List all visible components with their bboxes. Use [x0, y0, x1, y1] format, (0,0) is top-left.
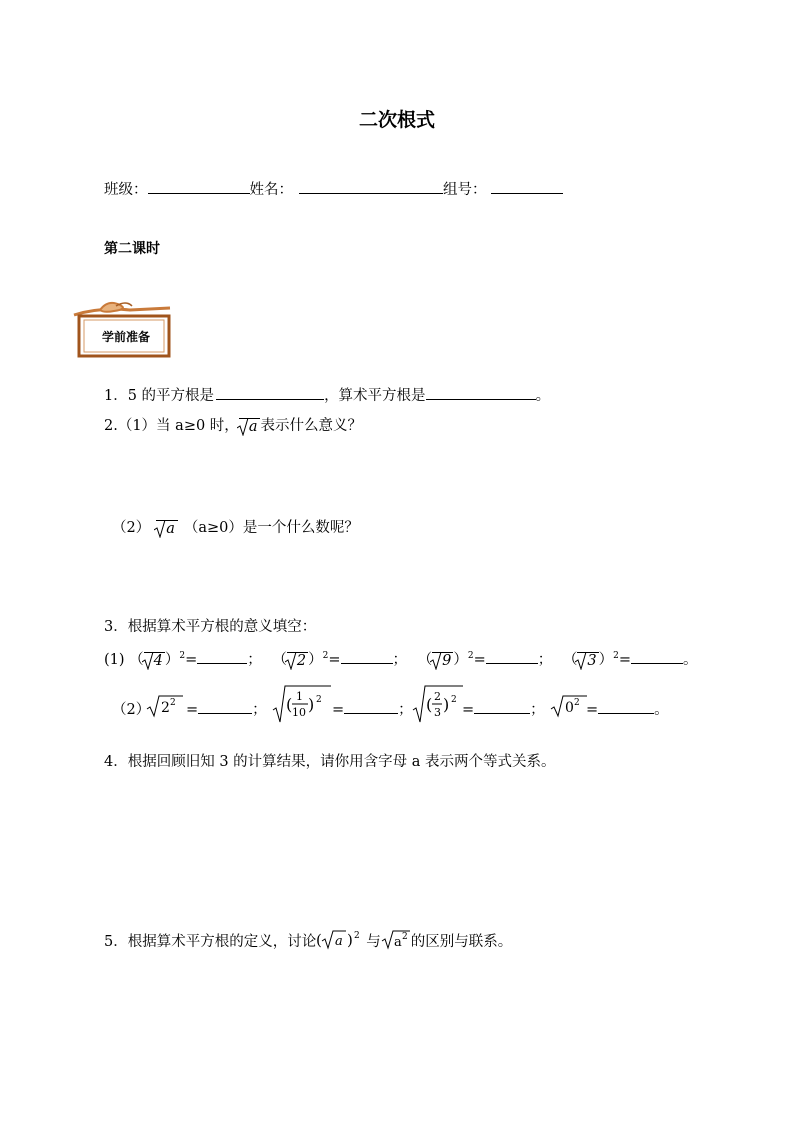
q1-end: 。 [535, 388, 551, 404]
svg-text:2: 2 [316, 695, 322, 705]
question-5 [104, 929, 512, 953]
q3-blank-8[interactable] [598, 699, 654, 714]
sqrt-0-squared-icon [550, 692, 588, 718]
question-2-part-2 [112, 516, 359, 537]
sqrt-two-thirds-squared-icon [412, 684, 464, 724]
q3-blank-6[interactable] [344, 699, 398, 714]
page-title: 二次根式 [358, 109, 435, 131]
question-3-intro: 3．根据算术平方根的意义填空： [104, 619, 317, 635]
name-blank[interactable] [299, 179, 443, 194]
sqrt-a-expression [239, 418, 261, 435]
svg-text:2: 2 [434, 690, 441, 703]
question-4: 4．根据回顾旧知 3 的计算结果，请你用含字母 a 表示两个等式关系。 [104, 754, 556, 770]
q3-row1-label: (1) [104, 652, 125, 668]
q3-blank-5[interactable] [198, 699, 252, 714]
svg-text:): ) [443, 695, 450, 714]
q1-text: 1．5 的平方根是 [104, 388, 215, 404]
separator: ； [252, 702, 267, 718]
group-blank[interactable] [491, 179, 563, 194]
q3-item-2: （ 2 ）$^2$= [272, 652, 392, 668]
q2-p1-post: 表示什么意义？ [260, 418, 362, 434]
student-info-line [104, 178, 563, 199]
q1-mid: ，算术平方根是 [324, 388, 426, 404]
section-badge [70, 298, 174, 362]
svg-text:): ) [308, 695, 315, 714]
svg-text:): ) [347, 931, 354, 949]
question-2-part-1 [104, 414, 362, 435]
svg-text:(: ( [286, 695, 293, 714]
q3-item-3: （ 9 ）$^2$= [418, 652, 538, 668]
q3-item-1: （ 4 ）$^2$= [129, 652, 247, 668]
q3-blank-7[interactable] [474, 699, 530, 714]
period: 。 [654, 702, 669, 718]
sqrt-sign-icon [285, 652, 297, 670]
svg-text:a: a [335, 934, 343, 949]
sqrt-a-squared-paren-icon [316, 929, 366, 951]
period: 。 [682, 652, 698, 668]
q1-blank-2[interactable] [426, 385, 536, 400]
q3-blank-2[interactable] [341, 649, 393, 664]
q2-p2-post: （a≥0）是一个什么数呢？ [183, 520, 359, 536]
separator: ； [530, 702, 545, 718]
separator: ； [392, 652, 408, 668]
sqrt-sign-icon [142, 652, 154, 670]
separator: ； [537, 652, 553, 668]
separator: ； [247, 652, 262, 668]
badge-label: 学前准备 [101, 330, 150, 344]
sqrt-of-a-squared-icon [381, 929, 411, 951]
group-label: 组号： [443, 182, 487, 198]
sqrt-radicand: a [248, 418, 258, 435]
sqrt-2-squared-icon [146, 692, 184, 718]
svg-text:2: 2 [401, 932, 408, 942]
q3-item-4: （ 3 ）$^2$= [563, 652, 683, 668]
name-label: 姓名： [249, 182, 293, 198]
sqrt-sign-icon [430, 652, 442, 670]
svg-text:(: ( [426, 695, 433, 714]
question-1 [104, 384, 550, 405]
q1-blank-1[interactable] [216, 385, 324, 400]
svg-text:1: 1 [296, 690, 303, 703]
q2-p2-pre: （2） [112, 520, 151, 536]
svg-text:2: 2 [161, 700, 170, 716]
q3-row2-label: （2） [112, 702, 151, 718]
sqrt-sign-icon [575, 652, 587, 670]
q5-pre: 5．根据算术平方根的定义，讨论 [104, 934, 317, 950]
svg-text:3: 3 [434, 706, 441, 719]
q5-post: 的区别与联系。 [410, 934, 513, 950]
sqrt-sign-icon [154, 520, 166, 538]
sqrt-sign-icon [237, 418, 249, 436]
q3-blank-4[interactable] [631, 649, 683, 664]
q3-blank-3[interactable] [486, 649, 538, 664]
q3-blank-1[interactable] [197, 649, 247, 664]
svg-text:2: 2 [451, 695, 457, 705]
q2-p1-pre: 2.（1）当 a≥0 时， [104, 418, 239, 434]
svg-text:2: 2 [170, 698, 176, 708]
sqrt-radicand-2: a [166, 520, 175, 537]
question-3-row-1 [104, 648, 697, 669]
svg-text:0: 0 [565, 700, 574, 716]
class-blank[interactable] [148, 179, 250, 194]
sqrt-one-tenth-squared-icon [272, 684, 332, 724]
svg-text:10: 10 [292, 706, 306, 719]
class-label: 班级： [104, 182, 148, 198]
svg-text:(: ( [316, 931, 323, 949]
q5-mid: 与 [366, 934, 381, 950]
svg-text:a: a [393, 935, 402, 950]
svg-text:2: 2 [354, 931, 360, 941]
separator: ； [398, 702, 413, 718]
sqrt-a-expression-2 [156, 520, 178, 537]
svg-text:2: 2 [574, 698, 580, 708]
lesson-heading: 第二课时 [104, 241, 160, 257]
